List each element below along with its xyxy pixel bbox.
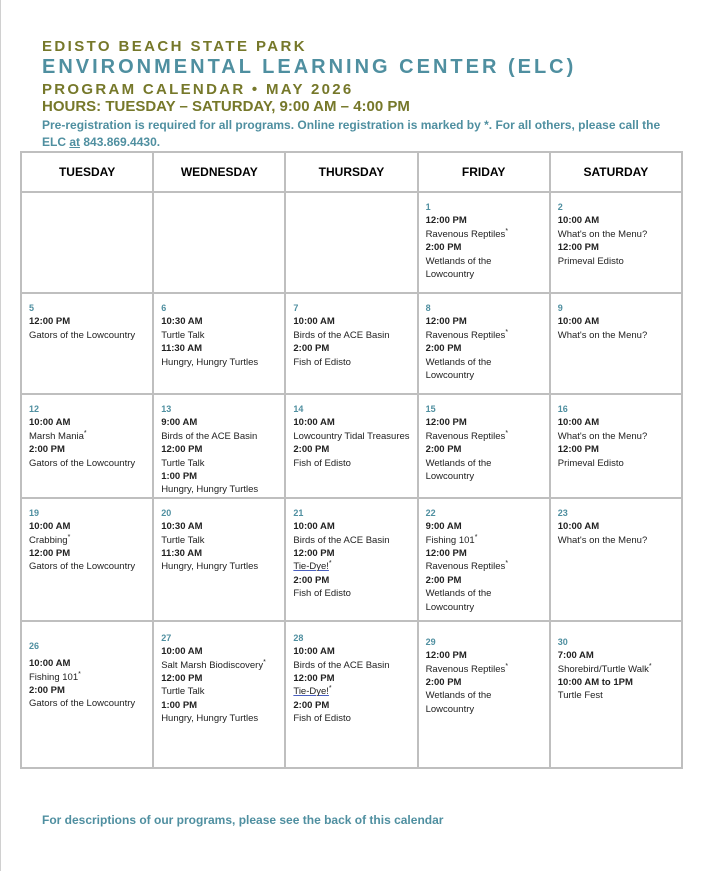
event-title-text: What's on the Menu?: [557, 534, 648, 546]
program-event: [558, 315, 681, 342]
program-event: [426, 342, 549, 382]
event-title: [293, 457, 416, 470]
program-event: [426, 315, 549, 342]
day-number: 23: [557, 507, 568, 518]
event-time: 2:00 PM: [293, 343, 330, 355]
event-title-text: Hungry, Hungry Turtles: [161, 561, 259, 573]
event-time: 10:00 AM: [557, 215, 600, 227]
event-title: [558, 663, 681, 676]
online-registration-marker: *: [67, 533, 71, 541]
event-time: 10:00 AM: [29, 417, 71, 429]
event-time: 2:00 PM: [293, 574, 330, 586]
day-number: 16: [557, 404, 568, 414]
event-title: [558, 689, 681, 702]
day-cell: [550, 293, 682, 394]
event-title: [426, 560, 549, 573]
program-event: [293, 574, 416, 601]
event-time: 2:00 PM: [425, 444, 462, 456]
program-event: [426, 241, 549, 281]
program-event: [426, 547, 549, 574]
event-title-text: Tie-Dye!: [293, 561, 329, 573]
day-cell: [285, 498, 417, 621]
day-number: 14: [293, 404, 304, 414]
event-time: 2:00 PM: [293, 699, 330, 711]
program-event: [558, 214, 681, 241]
calendar-table: [20, 151, 683, 769]
event-time: 12:00 PM: [425, 417, 467, 429]
event-time: 7:00 AM: [557, 650, 594, 662]
event-time: 10:30 AM: [161, 521, 203, 533]
note-phone: 843.869.4430.: [80, 135, 161, 149]
event-title-text: Gators of the Lowcountry: [29, 457, 136, 469]
event-title-text: Turtle Talk: [161, 686, 205, 698]
hours-line: HOURS: TUESDAY – SATURDAY, 9:00 AM – 4:00 PM: [42, 98, 410, 115]
event-time: 10:00 AM: [557, 417, 600, 429]
event-title: [29, 560, 152, 573]
event-time: 2:00 PM: [29, 685, 65, 697]
day-cell: [285, 394, 417, 498]
program-event: [426, 416, 549, 443]
event-title-text: Lowcountry Tidal Treasures: [293, 430, 410, 442]
day-number: 13: [161, 404, 172, 414]
day-cell: [285, 293, 417, 394]
weekday-header: TUESDAY: [21, 152, 153, 192]
event-time: 10:30 AM: [161, 316, 203, 328]
day-number: 6: [161, 303, 167, 313]
weekday-header: WEDNESDAY: [153, 152, 285, 192]
event-title: [161, 712, 284, 725]
event-title: [426, 587, 526, 614]
program-event: [293, 672, 416, 699]
program-event: [161, 470, 284, 497]
day-cell: [21, 394, 153, 498]
program-event: [29, 520, 152, 547]
event-title: [558, 457, 681, 470]
event-title: [161, 560, 284, 573]
day-cell: [153, 498, 285, 621]
event-time: 10:00 AM: [29, 521, 71, 533]
program-event: [29, 547, 152, 574]
event-time: 12:00 PM: [425, 316, 467, 328]
program-event: [426, 676, 549, 716]
day-number: 1: [425, 202, 431, 212]
event-title-text: Turtle Talk: [161, 534, 205, 546]
event-time: 2:00 PM: [425, 242, 462, 254]
weekday-header: FRIDAY: [418, 152, 550, 192]
week-row: [21, 394, 682, 498]
event-title-text: Turtle Talk: [161, 457, 205, 469]
day-cell: [21, 498, 153, 621]
day-cell: [418, 394, 550, 498]
weekday-header-row: [21, 152, 682, 192]
event-time: 12:00 PM: [425, 215, 467, 227]
event-title-text: Wetlands of the Lowcountry: [425, 588, 492, 613]
event-title: [29, 671, 152, 684]
event-time: 11:30 AM: [161, 548, 203, 560]
note-at: at: [69, 135, 81, 149]
event-time: 9:00 AM: [425, 521, 462, 533]
day-cell: [153, 293, 285, 394]
footer-note: For descriptions of our programs, please see the back of this calendar: [42, 813, 444, 827]
day-number: 2: [557, 202, 563, 212]
day-cell: [153, 192, 285, 293]
day-cell: [285, 192, 417, 293]
event-title-text: Fish of Edisto: [293, 356, 351, 368]
event-time: 12:00 PM: [557, 444, 599, 456]
event-time: 12:00 PM: [29, 316, 71, 328]
day-number: 19: [29, 507, 40, 518]
event-time: 2:00 PM: [293, 444, 330, 456]
event-title-text: Wetlands of the Lowcountry: [425, 457, 492, 483]
online-registration-marker: *: [648, 662, 652, 670]
program-event: [426, 520, 549, 547]
event-title-text: Salt Marsh Biodiscovery: [161, 659, 264, 671]
day-cell: [550, 394, 682, 498]
program-event: [293, 520, 416, 547]
event-time: 9:00 AM: [161, 417, 198, 429]
event-title: [293, 430, 416, 443]
day-cell: [153, 621, 285, 768]
event-title: [293, 560, 416, 573]
event-time: 10:00 AM to 1PM: [557, 677, 633, 689]
program-event: [161, 443, 284, 470]
event-time: 12:00 PM: [293, 548, 335, 560]
program-event: [426, 443, 549, 483]
event-title-text: Hungry, Hungry Turtles: [161, 484, 259, 496]
program-event: [161, 416, 284, 443]
event-title: [161, 483, 284, 496]
event-title: [558, 329, 681, 342]
day-cell: [418, 498, 550, 621]
event-title-text: Fishing 101: [425, 534, 475, 546]
page-edge: [0, 0, 1, 871]
center-title: ENVIRONMENTAL LEARNING CENTER (ELC): [42, 56, 577, 78]
program-event: [29, 684, 152, 711]
event-title-text: Crabbing: [29, 534, 68, 546]
event-title: [293, 329, 416, 342]
event-title-text: Birds of the ACE Basin: [293, 659, 390, 671]
event-time: 12:00 PM: [425, 650, 467, 662]
week-row: [21, 192, 682, 293]
day-number: 5: [29, 303, 35, 313]
program-event: [558, 241, 681, 268]
program-event: [426, 649, 549, 676]
day-number: 7: [293, 303, 299, 313]
program-event: [29, 657, 152, 684]
event-title-text: Fish of Edisto: [293, 457, 351, 469]
program-event: [293, 416, 416, 443]
event-title-text: Hungry, Hungry Turtles: [161, 356, 259, 368]
online-registration-marker: *: [263, 658, 266, 666]
event-title-text: Gators of the Lowcountry: [29, 561, 136, 573]
event-title: [29, 430, 152, 443]
program-event: [558, 416, 681, 443]
event-title: [161, 685, 284, 698]
program-event: [558, 676, 681, 703]
event-title-text: Primeval Edisto: [557, 255, 624, 267]
program-event: [293, 547, 416, 574]
event-title-text: Fish of Edisto: [293, 588, 351, 600]
event-time: 2:00 PM: [29, 444, 65, 456]
event-title: [426, 663, 549, 676]
online-registration-marker: *: [474, 533, 478, 541]
program-event: [161, 315, 284, 342]
event-title-text: Gators of the Lowcountry: [29, 329, 136, 341]
event-title-text: Birds of the ACE Basin: [293, 534, 390, 546]
day-cell: [21, 621, 153, 768]
day-number: 8: [425, 303, 431, 313]
event-time: 11:30 AM: [161, 343, 203, 355]
event-time: 1:00 PM: [161, 699, 198, 711]
event-title: [161, 534, 284, 547]
event-title: [29, 697, 152, 710]
online-registration-marker: *: [505, 662, 509, 670]
event-title-text: Turtle Fest: [557, 690, 603, 702]
event-time: 10:00 AM: [293, 646, 335, 658]
event-time: 12:00 PM: [29, 548, 71, 560]
event-title: [293, 587, 416, 600]
event-title-text: Tie-Dye!: [293, 686, 329, 698]
event-title-text: Fishing 101: [29, 671, 79, 683]
event-title-text: Ravenous Reptiles: [425, 228, 506, 240]
event-title-text: Gators of the Lowcountry: [29, 698, 136, 710]
event-title: [161, 356, 284, 369]
online-registration-marker: *: [505, 328, 509, 336]
event-title-text: Ravenous Reptiles: [425, 430, 506, 442]
event-title: [426, 457, 526, 484]
weekday-header: THURSDAY: [285, 152, 417, 192]
event-title-text: Marsh Mania: [29, 430, 84, 442]
event-time: 2:00 PM: [425, 574, 462, 586]
event-title: [426, 430, 549, 443]
day-cell: [21, 293, 153, 394]
event-title: [161, 329, 284, 342]
program-event: [161, 342, 284, 369]
program-event: [29, 443, 152, 470]
day-number: 26: [29, 640, 40, 651]
weekday-header: SATURDAY: [550, 152, 682, 192]
program-event: [29, 416, 152, 443]
event-title: [161, 457, 284, 470]
event-title-text: Wetlands of the Lowcountry: [425, 356, 492, 382]
day-number: 29: [425, 636, 436, 647]
event-title: [293, 356, 416, 369]
week-row: [21, 498, 682, 621]
event-title: [426, 356, 526, 383]
event-title: [558, 430, 681, 443]
day-number: 9: [557, 303, 563, 313]
event-time: 10:00 AM: [293, 316, 335, 328]
day-number: 20: [161, 507, 172, 518]
day-number: 15: [425, 404, 436, 414]
week-row: [21, 293, 682, 394]
day-number: 21: [293, 507, 304, 518]
day-number: 12: [29, 404, 40, 414]
program-event: [558, 443, 681, 470]
park-name: EDISTO BEACH STATE PARK: [42, 38, 307, 55]
day-number: 28: [293, 632, 304, 643]
event-title: [426, 228, 549, 241]
day-cell: [550, 621, 682, 768]
program-event: [161, 645, 284, 672]
event-title: [558, 255, 681, 268]
event-title-text: Ravenous Reptiles: [425, 561, 506, 573]
event-title: [293, 685, 416, 698]
event-time: 12:00 PM: [557, 242, 599, 254]
online-registration-marker: *: [328, 685, 332, 693]
program-event: [293, 699, 416, 726]
program-event: [293, 645, 416, 672]
day-cell: [550, 498, 682, 621]
online-registration-marker: *: [505, 560, 509, 568]
program-event: [558, 520, 681, 547]
event-time: 12:00 PM: [161, 673, 203, 685]
week-row: [21, 621, 682, 768]
day-number: 30: [557, 636, 568, 647]
event-title-text: Shorebird/Turtle Walk: [557, 663, 649, 675]
event-time: 2:00 PM: [425, 343, 462, 355]
event-title-text: Ravenous Reptiles: [425, 329, 506, 341]
program-event: [161, 672, 284, 699]
program-event: [293, 342, 416, 369]
event-time: 2:00 PM: [425, 677, 462, 689]
event-title-text: Wetlands of the Lowcountry: [425, 255, 492, 281]
event-time: 10:00 AM: [161, 646, 203, 658]
program-event: [426, 574, 549, 614]
day-cell: [285, 621, 417, 768]
event-title-text: Fish of Edisto: [293, 713, 351, 725]
program-event: [161, 520, 284, 547]
event-title: [426, 255, 526, 282]
event-title: [426, 329, 549, 342]
online-registration-marker: *: [328, 560, 332, 568]
online-registration-marker: *: [78, 670, 81, 678]
event-title-text: Ravenous Reptiles: [425, 663, 506, 675]
event-title: [426, 534, 549, 547]
calendar-title: PROGRAM CALENDAR • MAY 2026: [42, 81, 354, 98]
event-time: 10:00 AM: [557, 521, 600, 533]
event-time: 10:00 AM: [557, 316, 600, 328]
event-title-text: Wetlands of the Lowcountry: [425, 690, 492, 715]
note-text: Pre-registration is required for all programs. Online registration is marked by *. For all others, please call the ELC: [42, 118, 661, 149]
event-title: [29, 457, 152, 470]
event-time: 10:00 AM: [293, 417, 335, 429]
event-time: 12:00 PM: [161, 444, 203, 456]
day-cell: [418, 293, 550, 394]
event-title: [161, 659, 284, 672]
event-title: [293, 534, 416, 547]
online-registration-marker: *: [505, 429, 509, 437]
day-number: 27: [161, 632, 172, 643]
event-title-text: What's on the Menu?: [557, 430, 648, 442]
event-time: 10:00 AM: [29, 658, 71, 670]
event-title-text: Hungry, Hungry Turtles: [161, 713, 259, 725]
event-title: [293, 659, 416, 672]
day-cell: [418, 621, 550, 768]
event-title-text: Birds of the ACE Basin: [161, 430, 258, 442]
event-time: 10:00 AM: [293, 521, 335, 533]
online-registration-marker: *: [83, 429, 87, 437]
program-event: [161, 547, 284, 574]
program-event: [29, 315, 152, 342]
event-title-text: Primeval Edisto: [557, 457, 624, 469]
event-time: 12:00 PM: [425, 548, 467, 560]
registration-note: [42, 117, 682, 151]
online-registration-marker: *: [505, 227, 509, 235]
event-title: [29, 534, 152, 547]
program-event: [426, 214, 549, 241]
event-title: [293, 712, 416, 725]
day-number: 22: [425, 507, 436, 518]
program-event: [558, 649, 681, 676]
event-title-text: What's on the Menu?: [557, 329, 648, 341]
event-title: [29, 329, 152, 342]
event-title-text: Turtle Talk: [161, 329, 205, 341]
day-cell: [153, 394, 285, 498]
event-title: [426, 689, 526, 716]
program-event: [293, 443, 416, 470]
event-title: [161, 430, 284, 443]
event-title: [558, 534, 681, 547]
program-event: [293, 315, 416, 342]
day-cell: [21, 192, 153, 293]
event-title-text: Birds of the ACE Basin: [293, 329, 390, 341]
day-cell: [418, 192, 550, 293]
event-time: 12:00 PM: [293, 673, 335, 685]
event-title: [558, 228, 681, 241]
event-title-text: What's on the Menu?: [557, 228, 648, 240]
event-time: 1:00 PM: [161, 471, 198, 483]
program-event: [161, 699, 284, 726]
day-cell: [550, 192, 682, 293]
